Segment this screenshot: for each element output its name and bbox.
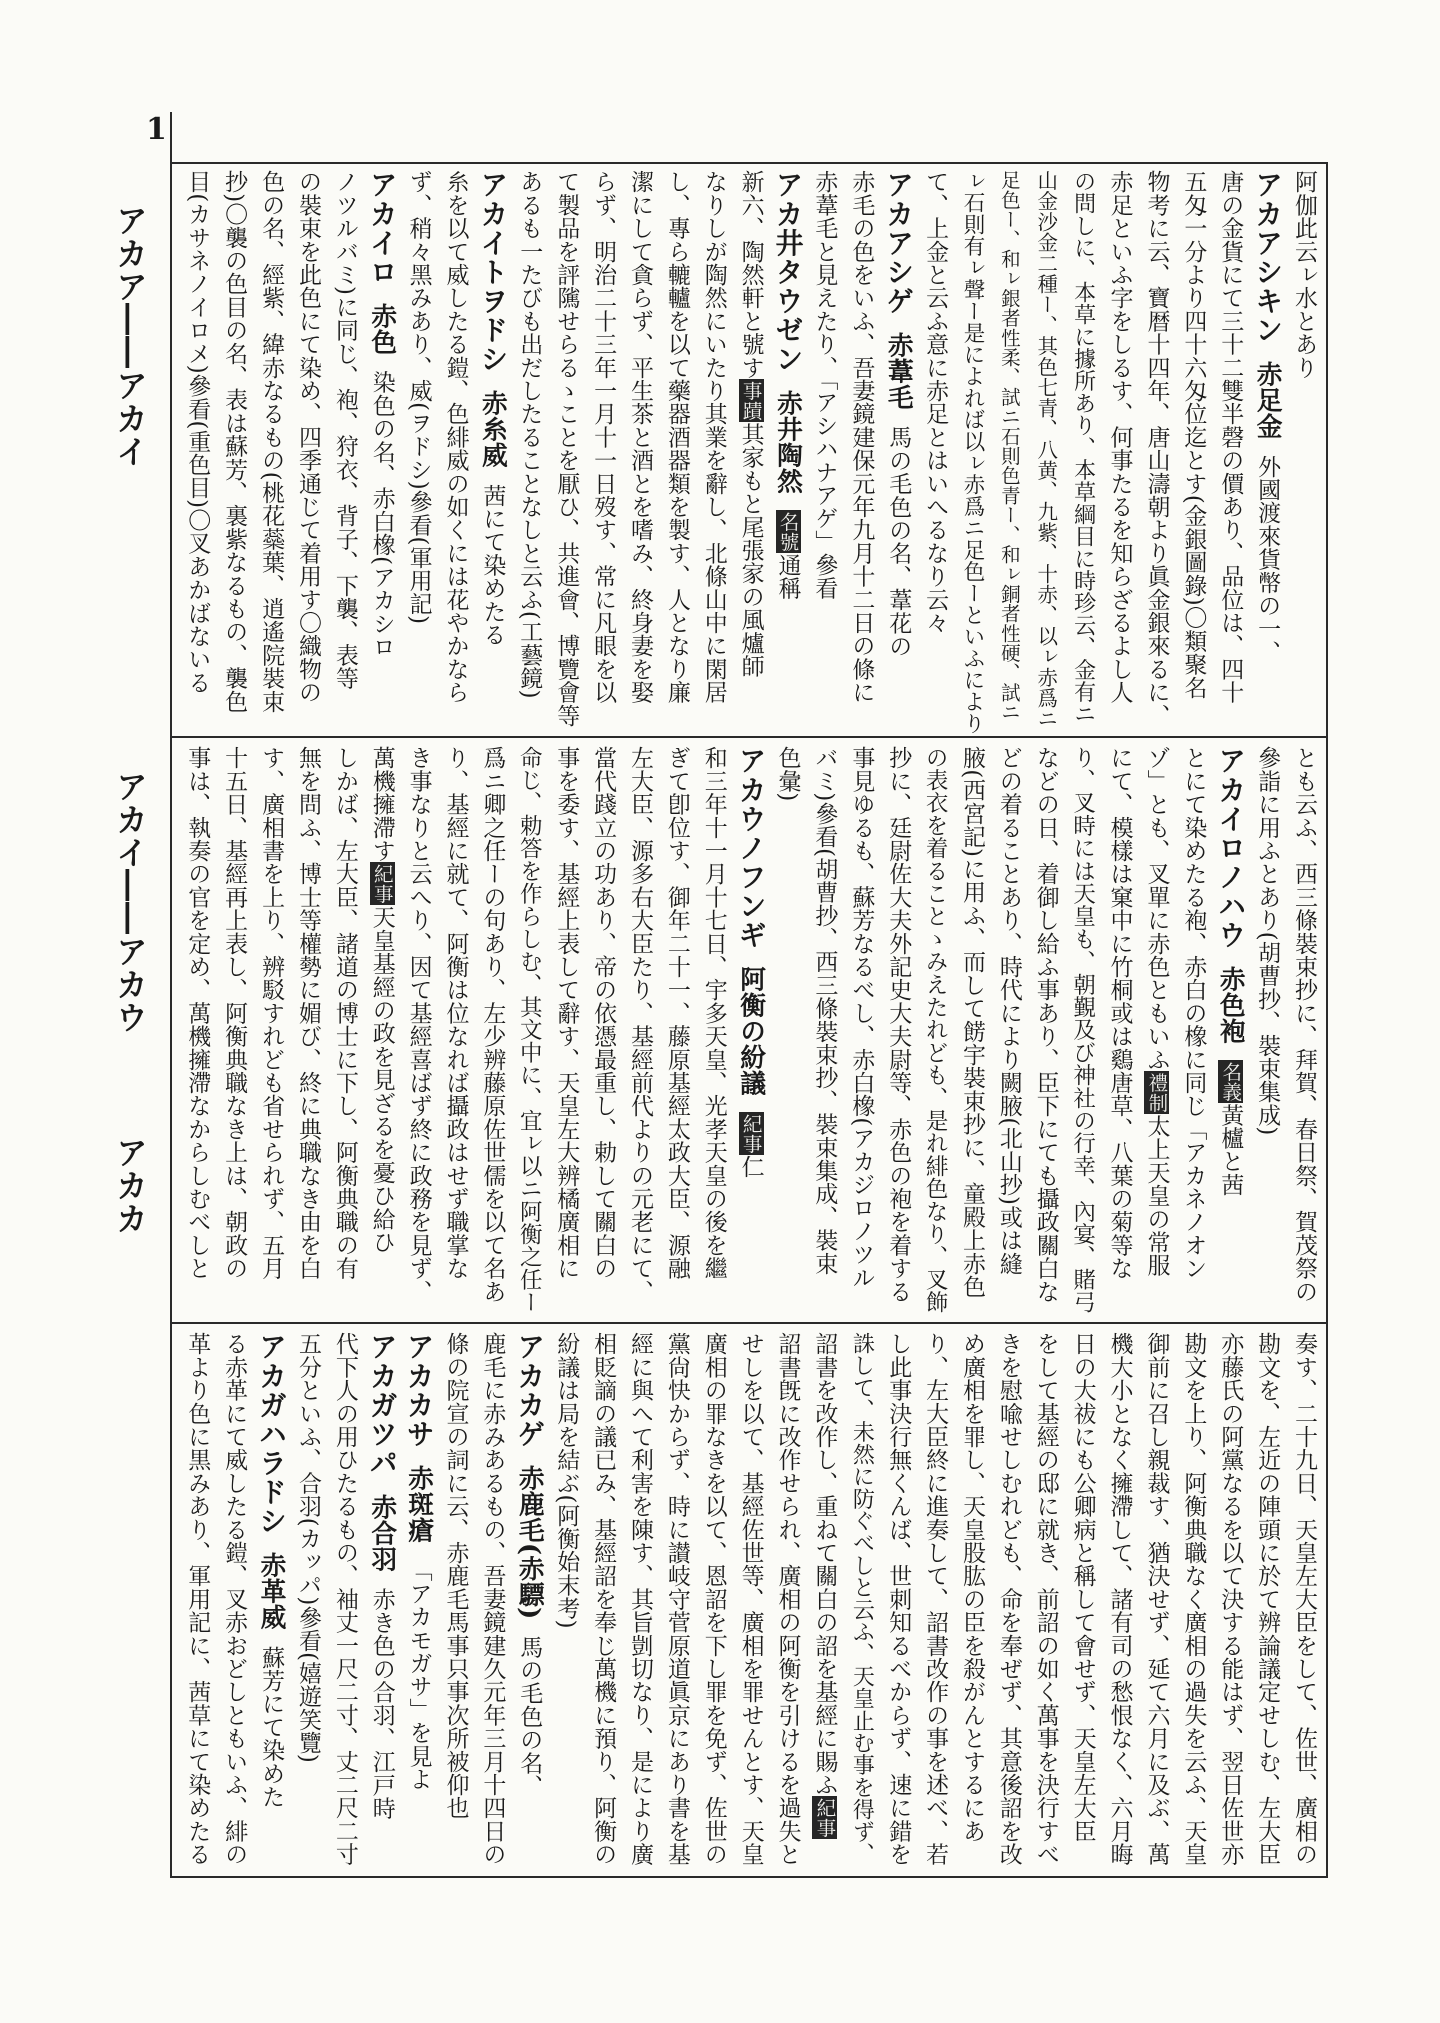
entry-text: らず、明治二十三年一月十一日歿す、常に凡眼を以 (590, 170, 617, 704)
text-column (1174, 1332, 1211, 1872)
category-marker: 禮制 (1145, 1072, 1169, 1113)
text-column (806, 746, 843, 1316)
text-column (842, 1332, 879, 1872)
entry-text: ゾ」とも、叉單に赤色ともいふ (1143, 746, 1170, 1071)
text-column (842, 746, 879, 1316)
running-head-middle: アカイ――アカウ (111, 770, 149, 1034)
entry-text: 染色の名、赤白橡(アカシロ (368, 370, 395, 659)
entry-text: 糸を以て威したる鎧、色緋威の如くには花やかなら (442, 170, 469, 704)
entry-text: 誅して、未然に防ぐべしと云ふ、天皇止む事を得ず、 (849, 1332, 875, 1865)
text-column (215, 170, 252, 734)
entry-text: 目(カサネノイロメ)參看(重色目)〇叉あかばないる (184, 170, 211, 694)
text-column (1211, 1332, 1248, 1872)
entry-text: 抄)〇襲の色目の名、表は蘇芳、裏紫なるもの、襲色 (221, 170, 248, 713)
text-column (842, 170, 879, 734)
text-column (252, 1332, 289, 1872)
running-head-top: アカア――アカイ (111, 204, 149, 468)
entry-text: 廣相の罪なきを以て、恩詔を下し罪を免ず、佐世の (700, 1332, 727, 1866)
text-column (658, 170, 695, 734)
entry-text: り、基經に就て、阿衡は位なれば攝政はせず職掌な (442, 746, 469, 1280)
entry-text: きを慰喩せしむれども、命を奉ぜず、其意後詔を改 (995, 1332, 1022, 1866)
entry-text: 參詣に用ふとあり(胡曹抄、裝束集成) (1254, 746, 1281, 1136)
text-column (326, 746, 363, 1316)
text-column (1101, 746, 1138, 1316)
entry-text: 腋(西宮記)に用ふ、而して餝宇裝束抄に、童殿上赤色 (958, 746, 985, 1298)
text-column (584, 746, 621, 1316)
entry-text: 御前に召し親裁す、猶決せず、延て六月に及ぶ、萬 (1143, 1332, 1170, 1866)
entry-text: 唐の金貨にて三十二雙半磬の價あり、品位は、四十 (1217, 170, 1244, 704)
entry-text: などの日、着御し給ふ事あり、臣下にても攝政關白な (1032, 746, 1059, 1303)
entry-text: り、左大臣終に進奏して、詔書改作の事を述べ、若 (922, 1332, 949, 1866)
text-column (1138, 1332, 1175, 1872)
entry-text: ぎて卽位す、御年二十一、藤原基經太政大臣、源融 (663, 746, 690, 1280)
entry-text: あるも一たびも出だしたることなしと云ふ(工藝鏡) (516, 170, 543, 699)
entry-text: る赤革にて威したる鎧、叉赤おどしともいふ、緋の (221, 1332, 248, 1866)
headword-kanji: 赤革威 (256, 1552, 287, 1631)
entry-text: 赤毛の色をいふ、吾妻鏡建保元年九月十二日の條に (848, 170, 875, 704)
text-column (1027, 746, 1064, 1316)
entry-text: 「アカモガサ」を見よ (405, 1558, 432, 1791)
text-column (437, 1332, 474, 1872)
entry-text: 黃櫨と茜 (1217, 1103, 1244, 1196)
entry-text: 外國渡來貨幣の一、 (1254, 454, 1281, 664)
text-column (326, 170, 363, 734)
text-column (1285, 170, 1322, 734)
headword-kanji: 阿衡の紛議 (735, 966, 766, 1097)
headword: アカガツパ (365, 1332, 399, 1478)
text-column (1138, 170, 1175, 734)
text-column (732, 1332, 769, 1872)
entry-text: しかば、左大臣、諸道の博士に下し、阿衡典職の有 (331, 746, 358, 1280)
headword: アカウノフンギ (734, 746, 768, 950)
category-marker: 名義 (1219, 1061, 1243, 1102)
text-column (1064, 170, 1101, 734)
text-column (658, 746, 695, 1316)
text-column (1101, 1332, 1138, 1872)
text-column (1285, 1332, 1322, 1872)
text-column (400, 170, 437, 734)
entry-text: をして基經の邸に就き、前詔の如く萬事を決行すべ (1032, 1332, 1059, 1866)
text-column (769, 746, 806, 1316)
text-column (178, 170, 215, 734)
entry-text: 茜にて染めたる (479, 483, 506, 646)
entry-text: の裝束を此色にて染め、四季通じて着用す〇織物の (294, 170, 321, 704)
margin-rule (170, 112, 172, 164)
text-column (326, 1332, 363, 1872)
entry-text: 阿伽此云ㇾ水とあり (1291, 170, 1317, 379)
text-column (990, 1332, 1027, 1872)
text-column (252, 170, 289, 734)
text-column (400, 746, 437, 1316)
entry-text: 其家もと尾張家の風爐師 (737, 422, 764, 678)
band-divider (172, 736, 1326, 738)
entry-text: 爲ニ卿之任ーの句あり、左少辨藤原佐世儒を以て名あ (479, 746, 506, 1303)
text-column (178, 1332, 215, 1872)
entry-text: せしを以て、基經佐世等、廣相を罪せんとす、天皇 (737, 1332, 764, 1866)
entry-text: 事見ゆるも、蘇芳なるべし、赤白橡(アカジロノツル (848, 746, 875, 1289)
entry-text: て製品を評隲せらるゝことを厭ひ、共進會、博覽會等 (553, 170, 580, 727)
text-column (289, 170, 326, 734)
entry-text: て、上金と云ふ意に赤足とはいへるなり云々 (922, 170, 949, 634)
text-column (769, 1332, 806, 1872)
entry-text: ㇾ石則有ㇾ聲ー是によれば以ㇾ赤爲ニ足色ーといふにより (959, 170, 985, 734)
text-column (363, 746, 400, 1316)
entry-text: 黨尙快からず、時に讃岐守菅原道眞京にあり書を基 (663, 1332, 690, 1866)
headword-kanji: 赤井陶然 (772, 390, 803, 495)
text-column (437, 170, 474, 734)
entry-band-top (176, 170, 1322, 734)
text-column (695, 1332, 732, 1872)
entry-text: 詔書を改作し、重ねて關白の詔を基經に賜ふ (811, 1332, 838, 1796)
entry-text: 勘文を、左近の陣頭に於て辨論議定せしむ、左大臣 (1254, 1332, 1281, 1866)
entry-text: 亦藤氏の阿黨なるを以て決する能はず、翌日佐世亦 (1217, 1332, 1244, 1866)
entry-text: 命じ、勅答を作らしむ、其文中に、宜ㇾ以ニ阿衡之任ー (516, 746, 543, 1314)
headword: アカアシゲ (882, 170, 916, 316)
text-column (1248, 746, 1285, 1316)
text-column (879, 170, 916, 734)
text-column (732, 746, 769, 1316)
band-divider (172, 1322, 1326, 1324)
text-column (437, 746, 474, 1316)
text-column (547, 1332, 584, 1872)
text-column (289, 1332, 326, 1872)
text-column (584, 1332, 621, 1872)
text-column (1064, 746, 1101, 1316)
entry-text: 十五日、基經再上表し、阿衡典職なき上は、朝政の (221, 746, 248, 1280)
entry-text: 新六、陶然軒と號す (737, 170, 764, 379)
entry-text: バミ)參看(胡曹抄、西三條裝束抄、裝束集成、裝束 (811, 746, 838, 1275)
entry-text: 相貶謫の議已み、基經詔を奉じ萬機に預り、阿衡の (590, 1332, 617, 1866)
entry-text: の表衣を着ることゝみえたれども、是れ緋色なり、叉飾 (922, 746, 949, 1314)
text-column (400, 1332, 437, 1872)
entry-text: 赤き色の合羽、江戸時 (368, 1587, 395, 1820)
text-column (547, 170, 584, 734)
entry-text: 太上天皇の常服 (1143, 1114, 1170, 1277)
headword-kanji: 赤斑瘡 (403, 1465, 434, 1543)
category-marker: 紀事 (370, 864, 394, 904)
headword: アカカゲ (513, 1332, 547, 1449)
text-column (695, 746, 732, 1316)
entry-text: 蘇芳にて染めた (258, 1645, 285, 1808)
text-column (879, 746, 916, 1316)
text-column (1211, 746, 1248, 1316)
text-column (1211, 170, 1248, 734)
text-column (621, 746, 658, 1316)
text-column (732, 170, 769, 734)
text-column (474, 170, 511, 734)
entry-text: 當代踐立の功あり、帝の依憑最重し、勅して關白の (590, 746, 617, 1280)
entry-text: 革より色に黒みあり、軍用記に、茜草にて染めたる (184, 1332, 211, 1866)
headword: アカイロ (365, 170, 399, 287)
entry-text: とにて染めたる袍、赤白の橡に同じ「アカネノオン (1180, 746, 1207, 1280)
text-column (584, 170, 621, 734)
headword: アカイロノハウ (1214, 746, 1248, 950)
entry-text: 抄に、廷尉佐大夫外記史大夫尉等、赤色の袍を着する (885, 746, 912, 1303)
entry-text: 通稱 (774, 553, 801, 600)
text-column (990, 170, 1027, 734)
text-column (953, 170, 990, 734)
entry-text: どの着ることあり、時代により闕腋(北山抄)或は縫 (995, 746, 1022, 1275)
text-column (1027, 170, 1064, 734)
entry-text: め廣相を罪し、天皇股肱の臣を殺がんとするにあ (958, 1332, 985, 1843)
entry-text: 紛議は局を結ぶ(阿衡始末考) (553, 1332, 580, 1629)
text-column (547, 746, 584, 1316)
entry-text: にて、模樣は窠中に竹桐或は鷄唐草、八葉の菊等な (1106, 746, 1133, 1280)
text-column (178, 746, 215, 1316)
entry-text: 日の大祓にも公卿病と稱して會せず、天皇左大臣 (1069, 1332, 1096, 1843)
entry-text: 赤葦毛と見えたり、「アシハナアゲ」參看 (811, 170, 838, 600)
entry-text: り、叉時には天皇も、朝覲及び神社の行幸、內宴、賭弓 (1069, 746, 1096, 1314)
entry-text: 奏す、二十九日、天皇左大臣をして、佐世、廣相の (1291, 1332, 1317, 1866)
text-column (363, 170, 400, 734)
text-column (806, 170, 843, 734)
entry-text: 機大小となく擁滯して、諸有司の愁恨なく、六月晦 (1106, 1332, 1133, 1866)
text-column (658, 1332, 695, 1872)
headword: アカガハラドシ (255, 1332, 289, 1536)
entry-text: 山金沙金二種ー、其色七青、八黄、九紫、十赤、以ㇾ赤爲ニ (1033, 170, 1058, 729)
headword: アカアシキン (1251, 170, 1285, 345)
entry-text: 馬の毛色の名、 (516, 1635, 543, 1798)
text-column (215, 746, 252, 1316)
text-column (916, 1332, 953, 1872)
headword-kanji: 赤葦毛 (883, 332, 914, 411)
text-column (953, 746, 990, 1316)
category-marker: 事蹟 (739, 380, 763, 421)
entry-text: の問しに、本草に據所あり、本草綱目に時珍云、金有ニ (1070, 170, 1096, 725)
entry-text: 詔書旣に改作せられ、廣相の阿衡を引けるを過失と (774, 1332, 801, 1866)
text-column (769, 170, 806, 734)
entry-text: 左大臣、源多右大臣たり、基經前代よりの元老にて、 (626, 746, 653, 1303)
entry-text: 色彙) (774, 746, 801, 802)
text-column (252, 746, 289, 1316)
text-column (1248, 170, 1285, 734)
entry-text: 條の院宣の詞に云、赤鹿毛馬事只事次所被仰也 (442, 1332, 469, 1820)
entry-text: 潔にして貪らず、平生茶と酒とを嗜み、終身妻を娶 (626, 170, 653, 704)
headword-kanji: 赤鹿毛(赤驃) (514, 1465, 545, 1620)
entry-band-middle (176, 746, 1322, 1316)
text-column (1064, 1332, 1101, 1872)
text-column (990, 746, 1027, 1316)
text-column (806, 1332, 843, 1872)
headword: アカ井タウゼン (771, 170, 805, 374)
text-column (1027, 1332, 1064, 1872)
text-column (510, 746, 547, 1316)
headword: アカカサ (402, 1332, 436, 1449)
headword: アカイトヲドシ (476, 170, 510, 374)
headword-kanji: 赤色 (366, 303, 397, 355)
entry-text: 勘文を上り、阿衡典職なく廣相の過失を云ふ、天皇 (1180, 1332, 1207, 1866)
text-column (474, 746, 511, 1316)
text-column (1248, 1332, 1285, 1872)
text-column (363, 1332, 400, 1872)
entry-text: 經に與へて利害を陳す、其旨剴切なり、是により廣 (626, 1332, 653, 1866)
text-column (510, 1332, 547, 1872)
headword-kanji: 赤糸威 (477, 390, 508, 469)
text-column (1174, 170, 1211, 734)
entry-text: 赤足といふ字をしるす、何事たるを知らざるよし人 (1106, 170, 1133, 704)
entry-text: 足色ー、和ㇾ銀者性柔、試ニ石則色青ー、和ㇾ銅者性硬、試ニ (997, 170, 1021, 722)
entry-text: 馬の毛色の名、葦花の (885, 425, 912, 658)
entry-text: なりしが陶然にいたり其業を辭し、北條山中に閑居 (700, 170, 727, 704)
text-column (215, 1332, 252, 1872)
category-marker: 名號 (776, 511, 800, 552)
text-column (1138, 746, 1175, 1316)
entry-text: し此事決行無くんば、世刺知るべからず、速に錯を (885, 1332, 912, 1866)
text-column (695, 170, 732, 734)
entry-text: 無を問ふ、博士等權勢に媚び、終に典職なき由を白 (294, 746, 321, 1280)
category-marker: 紀事 (813, 1798, 837, 1838)
entry-text: 事を委す、基經上表して辭す、天皇左大辨橘廣相に (553, 746, 580, 1280)
entry-text: 代下人の用ひたるもの、袖丈一尺二寸、丈二尺二寸 (331, 1332, 358, 1866)
entry-text: とも云ふ、西三條裝束抄に、拜賀、春日祭、賀茂祭の (1291, 746, 1317, 1303)
text-column (510, 170, 547, 734)
headword-kanji: 赤足金 (1252, 361, 1283, 440)
entry-text: す、廣相書を上り、辨駁すれども省せられず、五月 (258, 746, 285, 1280)
entry-text: 五分といふ、合羽(カッパ)參看(嬉遊笑覽) (294, 1332, 321, 1764)
entry-text: 色の名、經紫、緯赤なるもの(桃花蘂葉、逍遙院裝束 (258, 170, 285, 713)
category-marker: 紀事 (739, 1113, 763, 1153)
entry-band-bottom (176, 1332, 1322, 1872)
entry-text: 天皇基經の政を見ざるを憂ひ給ひ (368, 905, 395, 1254)
entry-text: 鹿毛に赤みあるもの、吾妻鏡建久元年三月十四日の (479, 1332, 506, 1866)
text-column (1174, 746, 1211, 1316)
text-column (1285, 746, 1322, 1316)
text-column (621, 1332, 658, 1872)
text-column (879, 1332, 916, 1872)
entry-text: 五匁一分より四十六匁位迄とす(金銀圖錄)〇類聚名 (1180, 170, 1207, 699)
text-column (953, 1332, 990, 1872)
entry-text: し、專ら轆轤を以て藥器酒器類を製す、人となり廉 (663, 170, 690, 704)
text-column (289, 746, 326, 1316)
text-column (1101, 170, 1138, 734)
entry-text: ノツルバミ)に同じ、袍、狩衣、背子、下襲、表等 (331, 170, 358, 690)
entry-text: 和三年十一月十七日、宇多天皇、光孝天皇の後を繼 (700, 746, 727, 1280)
text-column (916, 746, 953, 1316)
entry-text: き事なりと云へり、因て基經喜ばず終に政務を見ず、 (405, 746, 432, 1303)
page-number: 1 (146, 112, 167, 147)
headword-kanji: 赤合羽 (366, 1494, 397, 1573)
text-frame (170, 162, 1328, 1878)
text-column (916, 170, 953, 734)
text-column (474, 1332, 511, 1872)
running-head-bottom: アカカ (111, 1136, 149, 1235)
entry-text: 萬機擁滯す (368, 746, 395, 862)
headword-kanji: 赤色袍 (1215, 966, 1246, 1045)
entry-text: 事は、執奏の官を定め、萬機擁滯なからしむべしと (184, 746, 211, 1280)
entry-text: ず、稍々黑みあり、威(ヲドシ)參看(軍用記) (405, 170, 432, 625)
entry-text: 物考に云、寶暦十四年、唐山濤朝より眞金銀來るに、 (1143, 170, 1170, 727)
entry-text: 仁 (737, 1155, 764, 1179)
text-column (621, 170, 658, 734)
